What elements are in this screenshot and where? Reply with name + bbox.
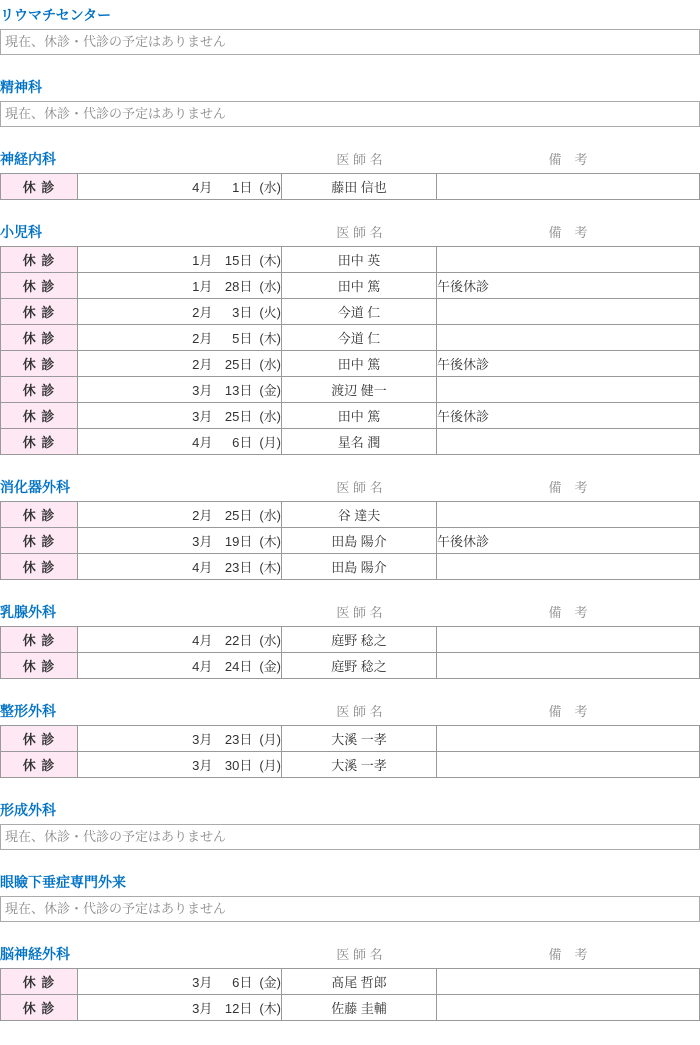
remark-cell: [437, 752, 700, 778]
table-row: [1, 554, 700, 580]
date-cell: [78, 653, 282, 679]
doctor-name-column-header: 医 師 名: [336, 225, 383, 240]
date-month: 1月: [192, 253, 213, 268]
date-weekday: (月): [259, 758, 281, 773]
department-section: [0, 802, 700, 850]
table-row: [1, 969, 700, 995]
date-day: 12日: [224, 1001, 253, 1016]
department-title: 精神科: [0, 79, 42, 95]
remarks-column-header: 備 考: [548, 947, 588, 962]
doctor-name: 星名 潤: [282, 429, 437, 455]
closed-badge: 休 診: [1, 174, 78, 200]
table-row: [1, 351, 700, 377]
date-weekday: (金): [259, 659, 281, 674]
table-row: [1, 299, 700, 325]
department-title: 小児科: [0, 224, 42, 240]
section-header-row: [0, 151, 700, 167]
table-row: [1, 429, 700, 455]
date-weekday: (木): [259, 253, 281, 268]
schedule-table: [0, 626, 700, 679]
date-weekday: (水): [259, 279, 281, 294]
date-cell: [78, 174, 282, 200]
date-day: 22日: [224, 633, 253, 648]
no-schedule-notice: 現在、休診・代診の予定はありません: [0, 101, 700, 127]
remark-cell: [437, 377, 700, 403]
department-section: [0, 479, 700, 580]
closed-badge: 休 診: [1, 528, 78, 554]
remark-cell: [437, 502, 700, 528]
date-cell: [78, 429, 282, 455]
date-day: 6日: [232, 975, 253, 990]
date-month: 3月: [192, 732, 213, 747]
date-day: 23日: [224, 732, 253, 747]
table-row: [1, 403, 700, 429]
no-schedule-notice: 現在、休診・代診の予定はありません: [0, 824, 700, 850]
section-header-row: [0, 604, 700, 620]
date-cell: [78, 528, 282, 554]
section-header-row: [0, 802, 700, 818]
remark-cell: [437, 247, 700, 273]
closed-badge: 休 診: [1, 377, 78, 403]
doctor-name-column-header: 医 師 名: [336, 947, 383, 962]
schedule-table: [0, 501, 700, 580]
table-row: [1, 627, 700, 653]
date-month: 1月: [192, 279, 213, 294]
table-row: [1, 247, 700, 273]
section-header-row: [0, 224, 700, 240]
closed-badge: 休 診: [1, 325, 78, 351]
date-cell: [78, 627, 282, 653]
closed-badge: 休 診: [1, 502, 78, 528]
doctor-name: 田中 篤: [282, 403, 437, 429]
doctor-name: 髙尾 哲郎: [282, 969, 437, 995]
date-cell: [78, 969, 282, 995]
table-row: [1, 273, 700, 299]
doctor-name: 今道 仁: [282, 325, 437, 351]
department-title: 消化器外科: [0, 479, 70, 495]
doctor-name: 渡辺 健一: [282, 377, 437, 403]
date-weekday: (月): [259, 732, 281, 747]
closed-badge: 休 診: [1, 429, 78, 455]
closed-badge: 休 診: [1, 995, 78, 1021]
remark-cell: [437, 325, 700, 351]
closed-badge: 休 診: [1, 653, 78, 679]
date-month: 3月: [192, 758, 213, 773]
doctor-name: 庭野 稔之: [282, 653, 437, 679]
date-cell: [78, 554, 282, 580]
remark-cell: 午後休診: [437, 273, 700, 299]
date-month: 2月: [192, 508, 213, 523]
doctor-name: 庭野 稔之: [282, 627, 437, 653]
date-month: 4月: [192, 180, 213, 195]
date-cell: [78, 726, 282, 752]
date-month: 3月: [192, 534, 213, 549]
department-title: 神経内科: [0, 151, 56, 167]
department-title: 形成外科: [0, 802, 56, 818]
remark-cell: [437, 174, 700, 200]
date-cell: [78, 995, 282, 1021]
table-row: [1, 174, 700, 200]
date-weekday: (金): [259, 383, 281, 398]
date-day: 13日: [224, 383, 253, 398]
date-weekday: (木): [259, 331, 281, 346]
department-section: [0, 7, 700, 55]
doctor-name-column-header: 医 師 名: [336, 152, 383, 167]
table-row: [1, 325, 700, 351]
date-day: 19日: [224, 534, 253, 549]
date-day: 25日: [224, 409, 253, 424]
doctor-name: 田島 陽介: [282, 554, 437, 580]
department-section: [0, 874, 700, 922]
table-row: [1, 995, 700, 1021]
date-weekday: (木): [259, 534, 281, 549]
date-month: 4月: [192, 659, 213, 674]
date-weekday: (月): [259, 435, 281, 450]
doctor-name: 大溪 一孝: [282, 726, 437, 752]
department-section: [0, 151, 700, 200]
table-row: [1, 528, 700, 554]
remark-cell: [437, 726, 700, 752]
remark-cell: [437, 429, 700, 455]
doctor-name: 大溪 一孝: [282, 752, 437, 778]
doctor-name: 田中 篤: [282, 351, 437, 377]
date-weekday: (水): [259, 180, 281, 195]
closed-badge: 休 診: [1, 969, 78, 995]
closed-badge: 休 診: [1, 299, 78, 325]
closed-badge: 休 診: [1, 351, 78, 377]
no-schedule-notice: 現在、休診・代診の予定はありません: [0, 29, 700, 55]
department-title: 脳神経外科: [0, 946, 70, 962]
doctor-name: 田中 篤: [282, 273, 437, 299]
date-cell: [78, 377, 282, 403]
date-month: 3月: [192, 409, 213, 424]
schedule-table: [0, 173, 700, 200]
date-day: 1日: [232, 180, 253, 195]
remark-cell: 午後休診: [437, 403, 700, 429]
date-cell: [78, 299, 282, 325]
table-row: [1, 502, 700, 528]
closed-badge: 休 診: [1, 403, 78, 429]
department-section: [0, 79, 700, 127]
doctor-name: 谷 達夫: [282, 502, 437, 528]
closed-badge: 休 診: [1, 627, 78, 653]
date-cell: [78, 403, 282, 429]
table-row: [1, 377, 700, 403]
section-header-row: [0, 479, 700, 495]
department-title: 整形外科: [0, 703, 56, 719]
table-row: [1, 653, 700, 679]
date-weekday: (水): [259, 508, 281, 523]
remark-cell: [437, 554, 700, 580]
section-header-row: [0, 946, 700, 962]
date-month: 2月: [192, 357, 213, 372]
date-day: 24日: [224, 659, 253, 674]
closed-badge: 休 診: [1, 752, 78, 778]
date-cell: [78, 247, 282, 273]
department-title: 乳腺外科: [0, 604, 56, 620]
doctor-name-column-header: 医 師 名: [336, 605, 383, 620]
date-cell: [78, 325, 282, 351]
date-month: 4月: [192, 633, 213, 648]
schedule-table: [0, 725, 700, 778]
remark-cell: [437, 299, 700, 325]
doctor-name: 佐藤 圭輔: [282, 995, 437, 1021]
remark-cell: [437, 995, 700, 1021]
date-day: 15日: [224, 253, 253, 268]
date-weekday: (火): [259, 305, 281, 320]
date-weekday: (水): [259, 409, 281, 424]
date-month: 3月: [192, 975, 213, 990]
department-section: [0, 703, 700, 778]
department-title: リウマチセンター: [0, 7, 112, 23]
closed-badge: 休 診: [1, 726, 78, 752]
section-header-row: [0, 874, 700, 890]
remarks-column-header: 備 考: [548, 480, 588, 495]
table-row: [1, 752, 700, 778]
department-section: [0, 946, 700, 1021]
table-row: [1, 726, 700, 752]
date-weekday: (水): [259, 357, 281, 372]
date-day: 23日: [224, 560, 253, 575]
department-section: [0, 604, 700, 679]
doctor-name-column-header: 医 師 名: [336, 480, 383, 495]
date-weekday: (木): [259, 560, 281, 575]
remarks-column-header: 備 考: [548, 225, 588, 240]
date-month: 4月: [192, 435, 213, 450]
date-day: 28日: [224, 279, 253, 294]
date-cell: [78, 273, 282, 299]
date-day: 5日: [232, 331, 253, 346]
section-header-row: [0, 703, 700, 719]
department-title: 眼瞼下垂症専門外来: [0, 874, 126, 890]
remarks-column-header: 備 考: [548, 152, 588, 167]
remark-cell: [437, 969, 700, 995]
date-cell: [78, 351, 282, 377]
date-cell: [78, 752, 282, 778]
date-month: 3月: [192, 383, 213, 398]
doctor-name: 田中 英: [282, 247, 437, 273]
date-day: 25日: [224, 357, 253, 372]
section-header-row: [0, 79, 700, 95]
doctor-name: 田島 陽介: [282, 528, 437, 554]
date-month: 3月: [192, 1001, 213, 1016]
section-header-row: [0, 7, 700, 23]
date-weekday: (金): [259, 975, 281, 990]
department-section: [0, 224, 700, 455]
remarks-column-header: 備 考: [548, 605, 588, 620]
remark-cell: [437, 653, 700, 679]
date-day: 25日: [224, 508, 253, 523]
remark-cell: 午後休診: [437, 351, 700, 377]
date-month: 4月: [192, 560, 213, 575]
schedule-table: [0, 968, 700, 1021]
closed-badge: 休 診: [1, 273, 78, 299]
doctor-name: 今道 仁: [282, 299, 437, 325]
date-weekday: (水): [259, 633, 281, 648]
closed-badge: 休 診: [1, 247, 78, 273]
absence-schedule-page: [0, 7, 700, 1021]
doctor-name: 藤田 信也: [282, 174, 437, 200]
date-day: 30日: [224, 758, 253, 773]
date-month: 2月: [192, 331, 213, 346]
date-month: 2月: [192, 305, 213, 320]
remark-cell: [437, 627, 700, 653]
date-cell: [78, 502, 282, 528]
date-day: 3日: [232, 305, 253, 320]
date-weekday: (木): [259, 1001, 281, 1016]
no-schedule-notice: 現在、休診・代診の予定はありません: [0, 896, 700, 922]
schedule-table: [0, 246, 700, 455]
remark-cell: 午後休診: [437, 528, 700, 554]
doctor-name-column-header: 医 師 名: [336, 704, 383, 719]
closed-badge: 休 診: [1, 554, 78, 580]
date-day: 6日: [232, 435, 253, 450]
remarks-column-header: 備 考: [548, 704, 588, 719]
